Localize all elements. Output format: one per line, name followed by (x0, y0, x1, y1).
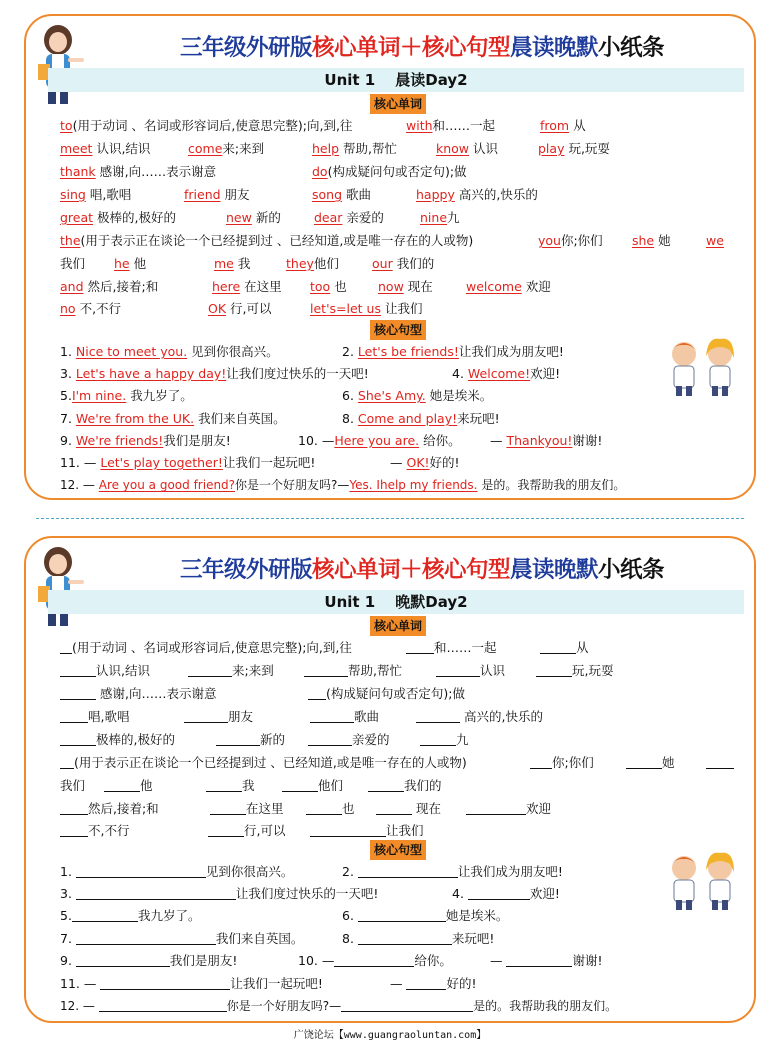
answer-blank[interactable] (216, 732, 260, 746)
word-meaning: 我们 (60, 778, 86, 793)
title-part-grade: 三年级外研版 (179, 557, 312, 583)
sentence-number: 11. — (60, 455, 97, 470)
answer-word: now (378, 279, 404, 294)
word-meaning: 在这里 (246, 801, 284, 816)
answer-sentence: Let's be friends! (357, 344, 459, 359)
unit-label: Unit 1 (324, 71, 376, 89)
answer-blank[interactable] (72, 908, 138, 922)
core-sentences-label: 核心句型 (370, 840, 426, 860)
sentence-meaning: 我们是朋友! (169, 953, 238, 968)
answer-blank[interactable] (304, 663, 348, 677)
word-meaning: 不,不行 (88, 823, 130, 838)
answer-word: dear (314, 210, 343, 225)
answer-blank[interactable] (416, 709, 460, 723)
sentence-number: 2. (342, 344, 354, 359)
word-meaning: 认识,结识 (96, 141, 151, 156)
cut-line (36, 518, 744, 519)
morning-reading-card (24, 14, 756, 500)
sentence-number: 5. (60, 388, 72, 403)
answer-word: our (372, 256, 393, 271)
dialog-dash: — (337, 478, 350, 492)
dialog-dash: — (390, 455, 403, 470)
answer-word: play (538, 141, 565, 156)
sentence-number: 4. (452, 366, 464, 381)
word-meaning: 高兴的,快乐的 (463, 709, 543, 724)
sentence-meaning: 让我们一起玩吧! (222, 455, 316, 470)
word-meaning: 和……一起 (434, 640, 497, 655)
word-meaning: 他 (140, 778, 153, 793)
core-words-label: 核心单词 (370, 616, 426, 636)
session-label: 晚默Day2 (395, 593, 468, 611)
answer-blank[interactable] (99, 998, 227, 1012)
word-meaning: 来;来到 (222, 141, 265, 156)
answer-blank[interactable] (210, 801, 246, 815)
answer-blank[interactable] (310, 823, 386, 837)
title-part-note: 小纸条 (598, 35, 665, 61)
kids-illustration (664, 850, 740, 912)
answer-blank[interactable] (308, 732, 352, 746)
answer-sentence: Let's have a happy day! (75, 366, 227, 381)
sentence-meaning: 让我们成为朋友吧! (458, 344, 564, 359)
answer-word: know (436, 141, 470, 156)
sentence-meaning: 你是一个好朋友吗? (226, 999, 330, 1013)
sentence-number: 9. (60, 433, 72, 448)
answer-word: she (632, 233, 655, 248)
word-meaning: 朋友 (224, 187, 250, 202)
word-meaning: 我 (237, 256, 251, 271)
sentence-meaning: 我们来自英国。 (215, 931, 304, 946)
word-meaning: (用于表示正在谈论一个已经提到过 、已经知道,或是唯一存在的人或物) (80, 233, 474, 248)
sentence-meaning: 好的! (429, 455, 460, 470)
teacher-illustration (30, 542, 90, 628)
answer-blank[interactable] (60, 732, 96, 746)
answer-word: nine (420, 210, 448, 225)
word-meaning: 极棒的,极好的 (96, 732, 175, 747)
answer-word: they (286, 256, 314, 271)
answer-blank[interactable] (76, 886, 236, 900)
sentence-meaning: 见到你很高兴。 (191, 344, 279, 359)
sentence-meaning: 好的! (446, 976, 477, 991)
answer-blank[interactable] (60, 709, 88, 723)
sentence-meaning: 我九岁了。 (137, 908, 201, 923)
answer-blank[interactable] (308, 686, 326, 700)
answer-blank[interactable] (60, 663, 96, 677)
answer-blank[interactable] (100, 976, 230, 990)
sentence-meaning: 谢谢! (572, 433, 603, 448)
answer-blank[interactable] (358, 864, 458, 878)
answer-word: friend (184, 187, 221, 202)
word-meaning: 认识,结识 (96, 663, 150, 678)
answer-blank[interactable] (540, 640, 576, 654)
dialog-dash: — (490, 433, 503, 448)
word-meaning: 亲爱的 (346, 210, 384, 225)
word-meaning: (构成疑问句或否定句);做 (326, 686, 465, 701)
word-meaning: (构成疑问句或否定句);做 (327, 164, 467, 179)
word-meaning: 我 (242, 778, 255, 793)
word-meaning: 她 (658, 233, 671, 248)
sentence-meaning: 给你。 (414, 953, 452, 968)
answer-word: we (706, 233, 724, 248)
answer-blank[interactable] (420, 732, 456, 746)
word-meaning: 现在 (407, 279, 433, 294)
sentence-number: 3. (60, 366, 72, 381)
word-meaning: 认识 (473, 141, 499, 156)
answer-blank[interactable] (341, 998, 473, 1012)
answer-blank[interactable] (626, 755, 662, 769)
sentence-meaning: 让我们度过快乐的一天吧! (226, 366, 369, 381)
answer-word: welcome (466, 279, 522, 294)
answer-word: you (538, 233, 561, 248)
answer-blank[interactable] (536, 663, 572, 677)
title-part-note: 小纸条 (598, 557, 665, 583)
answer-sentence: I'm nine. (71, 388, 127, 403)
word-meaning: 歌曲 (346, 187, 372, 202)
sentence-meaning: 让我们成为朋友吧! (457, 864, 563, 879)
word-meaning: 我们 (60, 256, 86, 271)
word-meaning: 新的 (255, 210, 281, 225)
answer-sentence: She's Amy. (357, 388, 426, 403)
word-meaning: 行,可以 (244, 823, 286, 838)
answer-word: to (60, 118, 73, 133)
answer-blank[interactable] (406, 976, 446, 990)
word-meaning: 他们 (318, 778, 344, 793)
answer-sentence: Here you are. (334, 433, 420, 448)
sentence-meaning: 她是埃米。 (445, 908, 509, 923)
answer-word: me (214, 256, 234, 271)
word-meaning: 感谢,向……表示谢意 (99, 164, 217, 179)
word-meaning: 朋友 (228, 709, 254, 724)
answer-word: here (212, 279, 241, 294)
word-meaning: 来;来到 (232, 663, 274, 678)
word-meaning: 唱,歌唱 (88, 709, 130, 724)
answer-word: do (312, 164, 328, 179)
word-meaning: 新的 (260, 732, 286, 747)
answer-sentence: Welcome! (467, 366, 531, 381)
answer-sentence: Are you a good friend? (98, 478, 236, 492)
answer-sentence: Yes. Ihelp my friends. (349, 478, 478, 492)
word-meaning: (用于表示正在谈论一个已经提到过 、已经知道,或是唯一存在的人或物) (74, 755, 467, 770)
answer-word: no (60, 301, 76, 316)
answer-word: new (226, 210, 252, 225)
sentence-number: 10. — (298, 433, 335, 448)
sentence-meaning: 她是埃米。 (429, 388, 493, 403)
word-meaning: 认识 (480, 663, 506, 678)
answer-word: great (60, 210, 94, 225)
title-part-session: 晨读晚默 (510, 35, 599, 61)
answer-blank[interactable] (60, 823, 88, 837)
core-sentences-label: 核心句型 (370, 320, 426, 340)
answer-sentence: Come and play! (357, 411, 458, 426)
sentence-meaning: 你是一个好朋友吗? (235, 478, 338, 492)
word-meaning: 感谢,向……表示谢意 (99, 686, 217, 701)
word-meaning: 从 (576, 640, 589, 655)
answer-word: let's=let us (310, 301, 381, 316)
answer-blank[interactable] (310, 709, 354, 723)
word-meaning: 极棒的,极好的 (97, 210, 177, 225)
answer-blank[interactable] (306, 801, 342, 815)
word-meaning: 歌曲 (354, 709, 380, 724)
word-meaning: 九 (447, 210, 460, 225)
answer-word: he (114, 256, 130, 271)
answer-blank[interactable] (376, 801, 412, 815)
word-meaning: 我们的 (404, 778, 442, 793)
answer-sentence: We're friends! (75, 433, 164, 448)
word-meaning: 现在 (415, 801, 441, 816)
session-label: 晨读Day2 (395, 71, 468, 89)
sentence-meaning: 欢迎! (529, 886, 560, 901)
sentence-number: 1. (60, 864, 72, 879)
answer-blank[interactable] (468, 886, 530, 900)
sentence-number: 12. — (60, 478, 95, 492)
evening-dictation-card (24, 536, 756, 1023)
sentence-meaning: 谢谢! (572, 953, 603, 968)
sentence-meaning: 来玩吧! (451, 931, 495, 946)
word-meaning: 不,不行 (79, 301, 122, 316)
word-meaning: 欢迎 (526, 801, 552, 816)
answer-word: song (312, 187, 343, 202)
word-meaning: (用于动词 、名词或形容词后,使意思完整);向,到,往 (72, 118, 353, 133)
word-meaning: 唱,歌唱 (89, 187, 132, 202)
answer-blank[interactable] (208, 823, 244, 837)
word-meaning: 他们 (313, 256, 339, 271)
answer-word: happy (416, 187, 455, 202)
dialog-dash: — (390, 976, 403, 991)
sentence-meaning: 给你。 (423, 433, 461, 448)
word-meaning: 我们的 (396, 256, 435, 271)
unit-bar (48, 590, 744, 614)
kids-illustration (664, 336, 740, 398)
sentence-meaning: 见到你很高兴。 (205, 864, 294, 879)
sentence-meaning: 我九岁了。 (130, 388, 193, 403)
sentence-number: 3. (60, 886, 72, 901)
answer-sentence: Thankyou! (506, 433, 573, 448)
sentence-number: 8. (342, 931, 354, 946)
sentence-meaning: 让我们度过快乐的一天吧! (235, 886, 379, 901)
sentence-meaning: 欢迎! (530, 366, 561, 381)
word-meaning: 行,可以 (230, 301, 272, 316)
word-meaning: 在这里 (244, 279, 282, 294)
word-meaning: 从 (573, 118, 586, 133)
answer-blank[interactable] (436, 663, 480, 677)
answer-blank[interactable] (60, 640, 72, 654)
answer-blank[interactable] (188, 663, 232, 677)
word-meaning: 玩,玩耍 (572, 663, 614, 678)
title-part-session: 晨读晚默 (510, 557, 599, 583)
dialog-dash: — (490, 953, 503, 968)
word-meaning: 你;你们 (560, 233, 603, 248)
answer-word: come (188, 141, 223, 156)
answer-blank[interactable] (282, 778, 318, 792)
footer-source: 广饶论坛【www.guangraoluntan.com】 (293, 1030, 487, 1040)
sheet-title (100, 552, 744, 586)
word-meaning: 玩,玩耍 (568, 141, 610, 156)
answer-blank[interactable] (334, 953, 414, 967)
word-meaning: 然后,接着;和 (88, 801, 159, 816)
answer-word: with (406, 118, 433, 133)
word-meaning: 他 (133, 256, 147, 271)
title-part-core: 核心单词＋核心句型 (311, 557, 510, 583)
answer-word: the (60, 233, 81, 248)
sentence-number: 7. (60, 411, 72, 426)
word-meaning: 让我们 (386, 823, 424, 838)
answer-blank[interactable] (206, 778, 242, 792)
sheet-title (100, 30, 744, 64)
core-words-label: 核心单词 (370, 94, 426, 114)
sentence-meaning: 我们来自英国。 (198, 411, 286, 426)
word-meaning: 帮助,帮忙 (343, 141, 397, 156)
sentence-meaning: 让我们一起玩吧! (230, 976, 323, 991)
title-part-core: 核心单词＋核心句型 (311, 35, 510, 61)
answer-sentence: Let's play together! (100, 455, 223, 470)
answer-blank[interactable] (466, 801, 526, 815)
answer-word: from (540, 118, 570, 133)
sentence-number: 12. — (60, 999, 95, 1013)
word-meaning: 然后,接着;和 (87, 279, 159, 294)
teacher-illustration (30, 20, 90, 106)
sentence-number: 11. — (60, 976, 97, 991)
unit-bar (48, 68, 744, 92)
sentence-number: 2. (342, 864, 354, 879)
answer-blank[interactable] (184, 709, 228, 723)
answer-blank[interactable] (358, 931, 452, 945)
word-meaning: 你;你们 (552, 755, 594, 770)
sentence-number: 9. (60, 953, 72, 968)
word-meaning: 和……一起 (432, 118, 496, 133)
dialog-dash: — (329, 999, 342, 1013)
word-meaning: (用于动词 、名词或形容词后,使意思完整);向,到,往 (72, 640, 352, 655)
answer-word: sing (60, 187, 86, 202)
sentence-number: 1. (60, 344, 72, 359)
answer-word: and (60, 279, 84, 294)
sentence-meaning: 是的。我帮助我的朋友们。 (473, 999, 618, 1013)
answer-blank[interactable] (406, 640, 434, 654)
answer-word: meet (60, 141, 93, 156)
answer-blank[interactable] (60, 755, 74, 769)
word-meaning: 欢迎 (525, 279, 551, 294)
answer-word: too (310, 279, 331, 294)
answer-sentence: Nice to meet you. (75, 344, 188, 359)
answer-blank[interactable] (76, 931, 216, 945)
word-meaning: 高兴的,快乐的 (458, 187, 538, 202)
answer-blank[interactable] (60, 686, 96, 700)
sentence-number: 5. (60, 908, 72, 923)
answer-blank[interactable] (530, 755, 552, 769)
answer-word: thank (60, 164, 96, 179)
answer-blank[interactable] (706, 755, 734, 769)
answer-blank[interactable] (76, 953, 170, 967)
answer-blank[interactable] (358, 908, 446, 922)
sentence-number: 10. — (298, 953, 335, 968)
sentence-meaning: 来玩吧! (457, 411, 500, 426)
word-meaning: 让我们 (384, 301, 423, 316)
answer-blank[interactable] (368, 778, 404, 792)
word-meaning: 九 (456, 732, 469, 747)
word-meaning: 帮助,帮忙 (348, 663, 402, 678)
word-meaning: 亲爱的 (352, 732, 390, 747)
answer-blank[interactable] (76, 864, 206, 878)
answer-blank[interactable] (506, 953, 572, 967)
sentence-meaning: 我们是朋友! (163, 433, 231, 448)
word-meaning: 也 (342, 801, 355, 816)
sentence-number: 6. (342, 908, 354, 923)
unit-label: Unit 1 (324, 593, 376, 611)
sentence-meaning: 是的。我帮助我的朋友们。 (481, 478, 626, 492)
word-meaning: 也 (334, 279, 347, 294)
answer-blank[interactable] (60, 801, 88, 815)
sentence-number: 7. (60, 931, 72, 946)
sentence-number: 4. (452, 886, 464, 901)
answer-blank[interactable] (104, 778, 140, 792)
sentence-number: 8. (342, 411, 354, 426)
answer-sentence: OK! (406, 455, 430, 470)
answer-word: OK (208, 301, 227, 316)
answer-sentence: We're from the UK. (75, 411, 195, 426)
sentence-number: 6. (342, 388, 354, 403)
word-meaning: 她 (662, 755, 675, 770)
title-part-grade: 三年级外研版 (179, 35, 312, 61)
answer-word: help (312, 141, 340, 156)
